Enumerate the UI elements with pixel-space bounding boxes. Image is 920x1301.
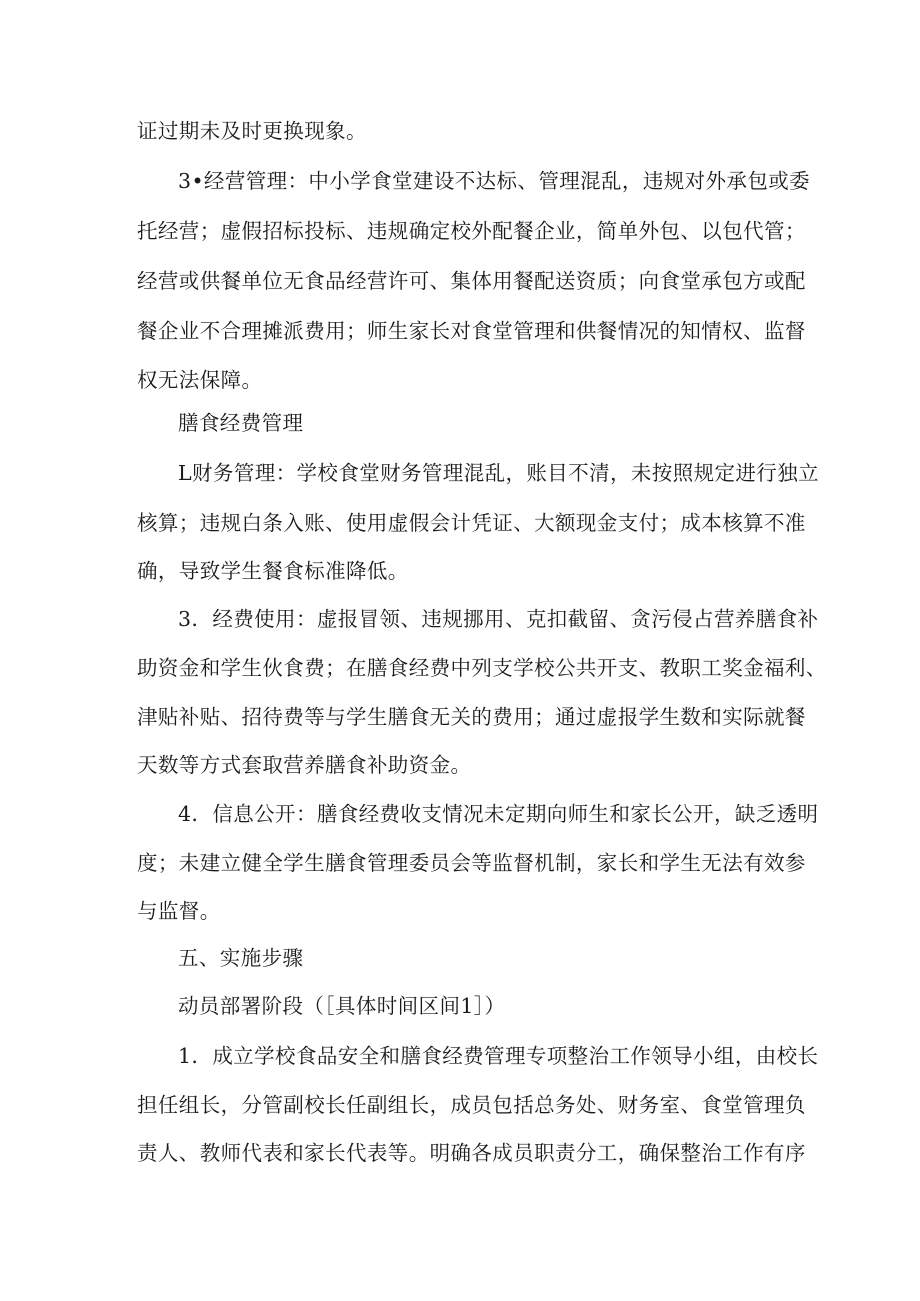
text-line-15: 4．信息公开：膳食经费收支情况未定期向师生和家长公开，缺乏透明	[178, 802, 819, 826]
section-heading-meal-funds: 膳食经费管理	[178, 411, 304, 435]
text-line-3: 托经营；虚假招标投标、违规确定校外配餐企业，简单外包、以包代管；	[137, 219, 806, 243]
text-line-9: 核算；违规白条入账、使用虚假会计凭证、大额现金支付；成本核算不准	[137, 511, 806, 535]
text-line-6: 权无法保障。	[137, 368, 263, 392]
text-line-14: 天数等方式套取营养膳食补助资金。	[137, 753, 472, 777]
section-heading-implementation: 五、实施步骤	[178, 946, 304, 970]
text-line-13: 津贴补贴、招待费等与学生膳食无关的费用；通过虚报学生数和实际就餐	[137, 705, 806, 729]
text-line-11: 3．经费使用：虚报冒领、违规挪用、克扣截留、贪污侵占营养膳食补	[178, 607, 819, 631]
text-line-2: 3•经营管理：中小学食堂建设不达标、管理混乱，违规对外承包或委	[178, 169, 811, 193]
text-line-8: L财务管理：学校食堂财务管理混乱，账目不清，未按照规定进行独立	[178, 461, 820, 485]
text-line-22: 责人、教师代表和家长代表等。明确各成员职责分工，确保整治工作有序	[137, 1141, 806, 1165]
text-line-12: 助资金和学生伙食费；在膳食经费中列支学校公共开支、教职工奖金福利、	[137, 656, 827, 680]
subheading-mobilization-stage: 动员部署阶段（［具体时间区间1］）	[178, 994, 506, 1018]
text-line-21: 担任组长，分管副校长任副组长，成员包括总务处、财务室、食堂管理负	[137, 1093, 806, 1117]
text-line-16: 度；未建立健全学生膳食管理委员会等监督机制，家长和学生无法有效参	[137, 851, 806, 875]
text-line-4: 经营或供餐单位无食品经营许可、集体用餐配送资质；向食堂承包方或配	[137, 269, 806, 293]
text-line-5: 餐企业不合理摊派费用；师生家长对食堂管理和供餐情况的知情权、监督	[137, 319, 806, 343]
text-line-10: 确，导致学生餐食标准降低。	[137, 559, 409, 583]
text-line-17: 与监督。	[137, 899, 221, 923]
text-line-20: 1．成立学校食品安全和膳食经费管理专项整治工作领导小组，由校长	[178, 1044, 819, 1068]
text-line-1: 证过期未及时更换现象。	[137, 119, 367, 143]
